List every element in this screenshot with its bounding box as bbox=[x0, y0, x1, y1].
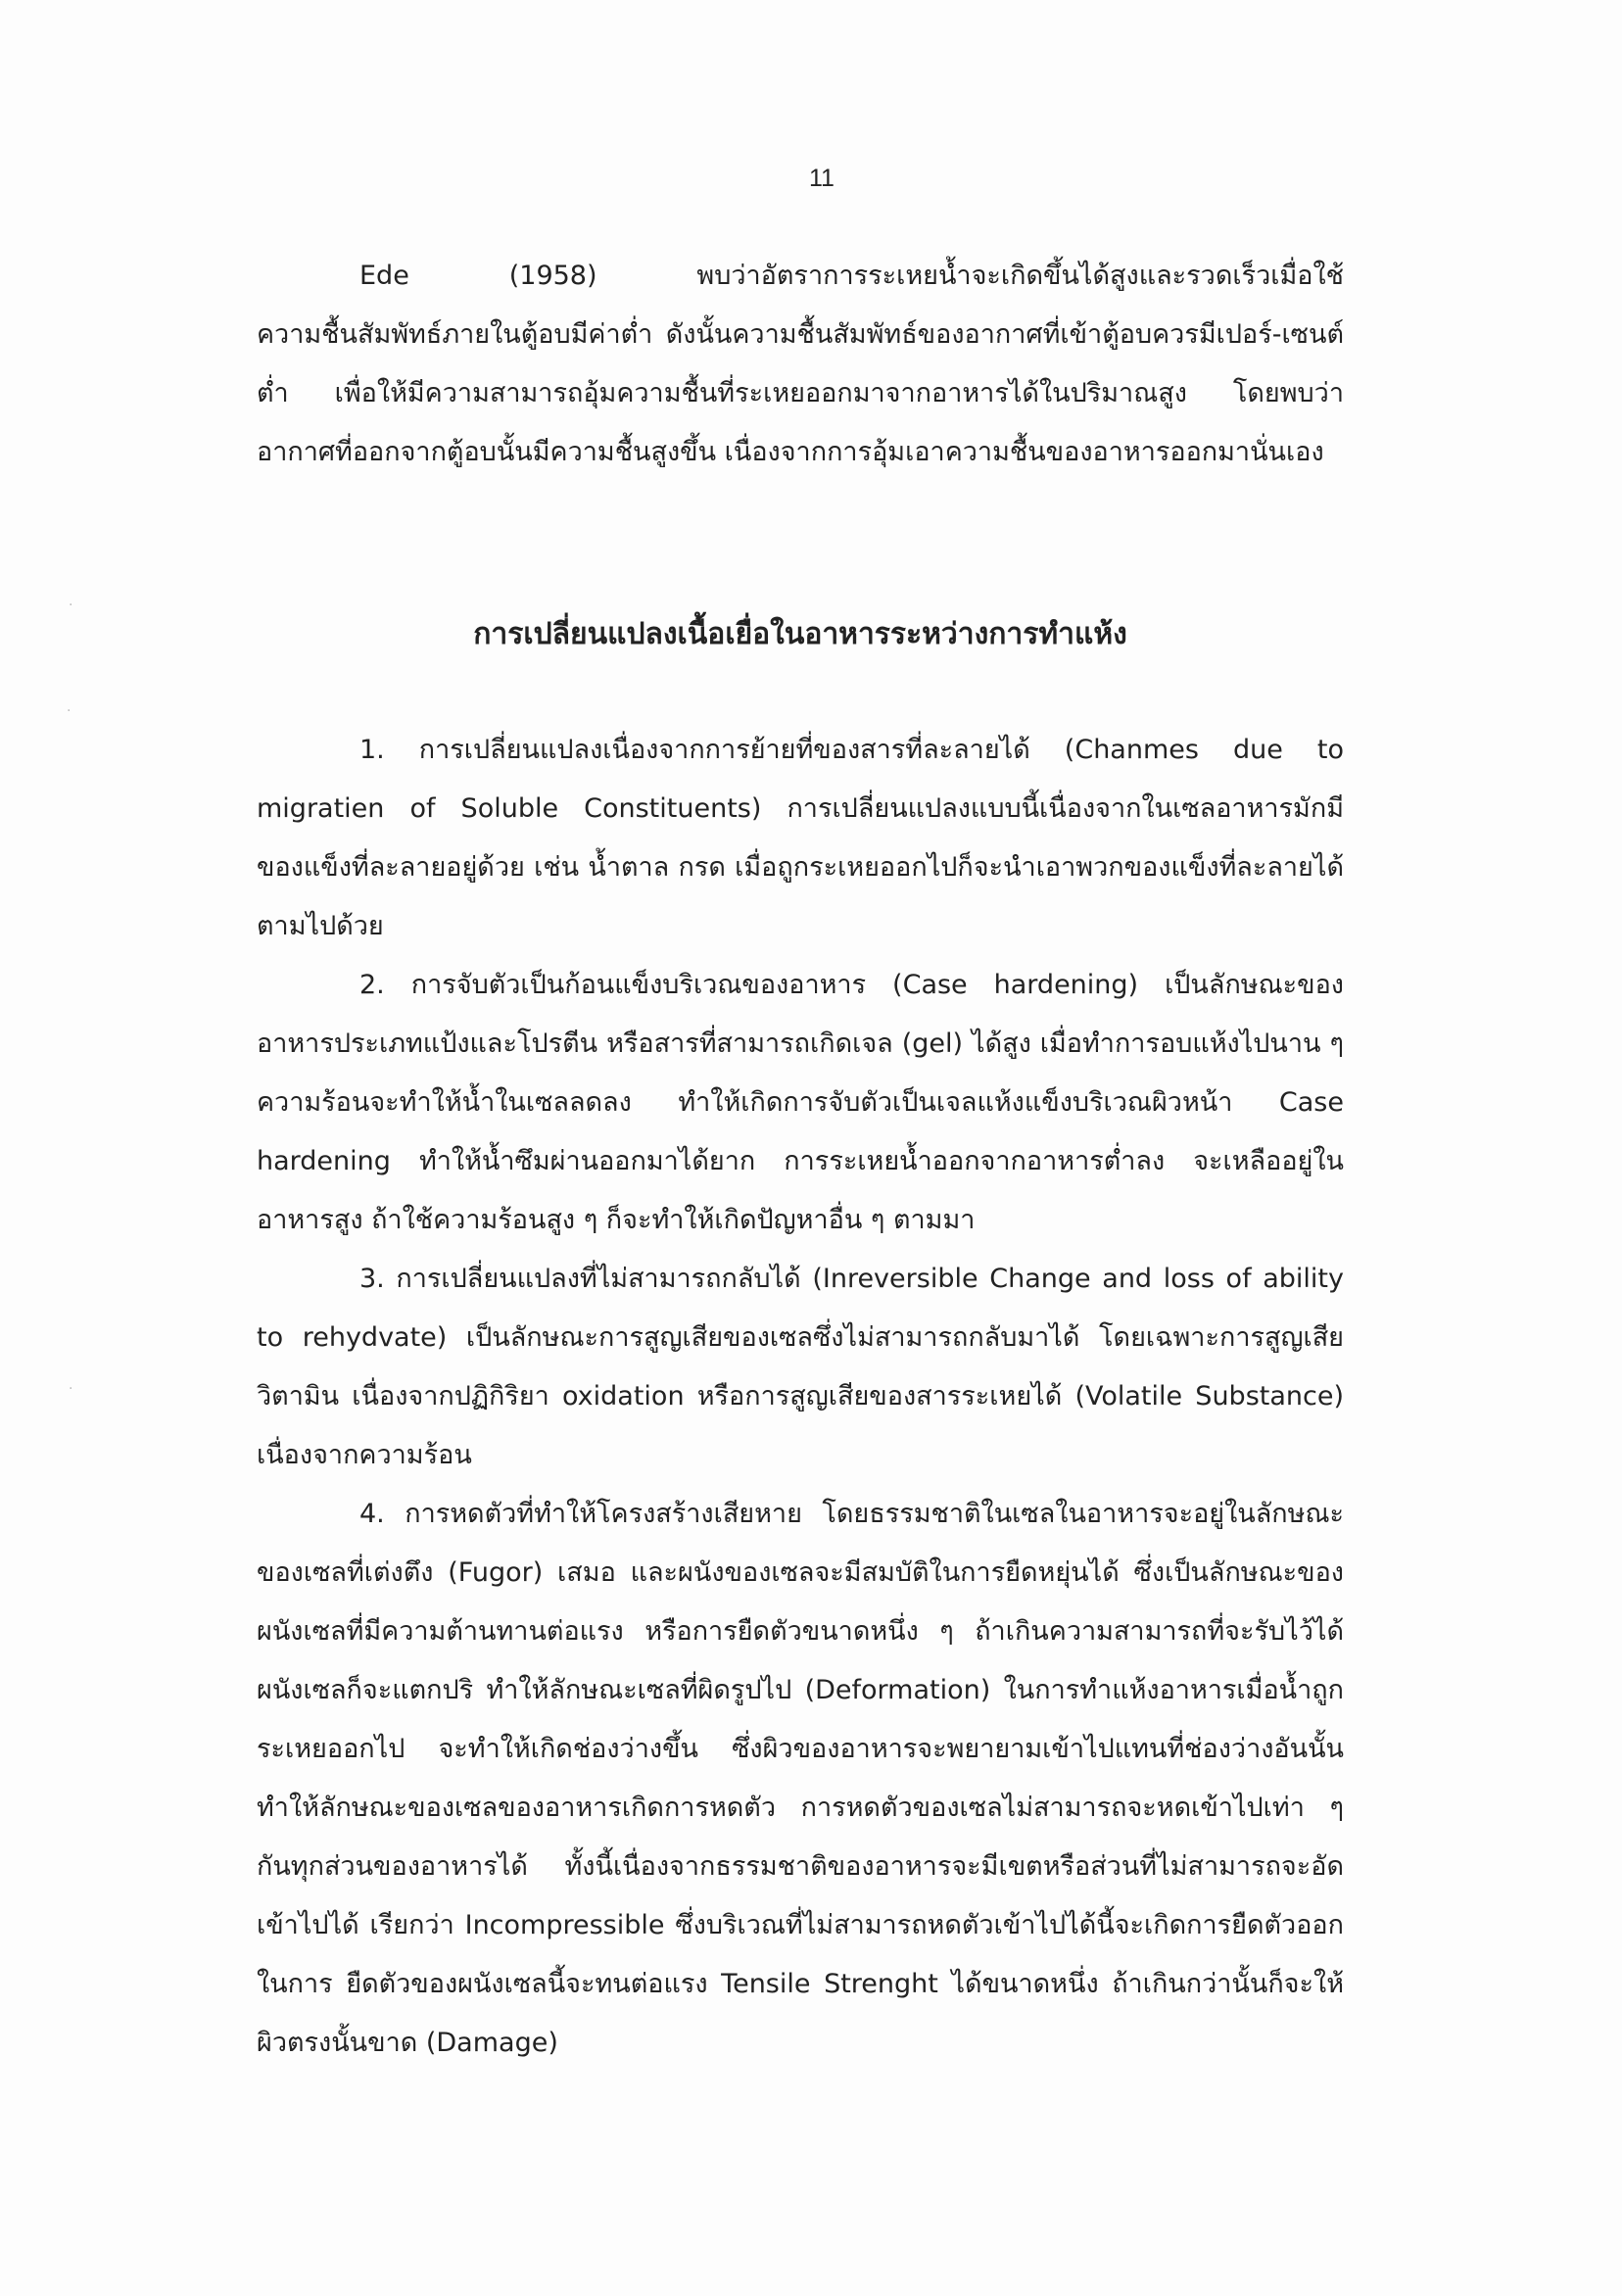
section-heading: การเปลี่ยนแปลงเนื้อเยื่อในอาหารระหว่างการทำแห้ง bbox=[473, 617, 1127, 651]
section-item-2: 2. การจับตัวเป็นก้อนแข็งบริเวณของอาหาร (Case hardening) เป็นลักษณะของอาหารประเภทแป้งและโปรตีน หรือสารที่สามารถเกิดเจล (gel) ได้สูง เมื่อทำการอบแห้งไปนาน ๆ ความร้อนจะทำให้น้ำในเซลลดลง ทำให้เกิดการจับตัวเป็นเจลแห้งแข็งบริเวณผิวหน้า Case hardening ทำให้น้ำซึมผ่านออกมาได้ยาก การระเหยน้ำออกจากอาหารต่ำลง จะเหลืออยู่ในอาหารสูง ถ้าใช้ความร้อนสูง ๆ ก็จะทำให้เกิดปัญหาอื่น ๆ ตามมา bbox=[257, 970, 1344, 1235]
section-item-3: 3. การเปลี่ยนแปลงที่ไม่สามารถกลับได้ (Inreversible Change and loss of ability to rehydvate) เป็นลักษณะการสูญเสียของเซลซึ่งไม่สามารถกลับมาได้ โดยเฉพาะการสูญเสียวิตามิน เนื่องจากปฏิกิริยา oxidation หรือการสูญเสียของสารระเหยได้ (Volatile Substance) เนื่องจากความร้อน bbox=[257, 1264, 1344, 1470]
section-item-1: 1. การเปลี่ยนแปลงเนื่องจากการย้ายที่ของสารที่ละลายได้ (Chanmes due to migratien of Soluble Constituents) การเปลี่ยนแปลงแบบนี้เนื่องจากในเซลอาหารมักมีของแข็งที่ละลายอยู่ด้วย เช่น น้ำตาล กรด เมื่อถูกระเหยออกไปก็จะนำเอาพวกของแข็งที่ละลายได้ตามไปด้วย bbox=[257, 735, 1344, 941]
page-number: 11 bbox=[809, 165, 835, 192]
scan-speck: · bbox=[67, 703, 72, 719]
section-body bbox=[257, 721, 1344, 2073]
scan-speck: · bbox=[69, 1381, 73, 1397]
section-item-4: 4. การหดตัวที่ทำให้โครงสร้างเสียหาย โดยธรรมชาติในเซลในอาหารจะอยู่ในลักษณะของเซลที่เต่งตึง (Fugor) เสมอ และผนังของเซลจะมีสมบัติในการยืดหยุ่นได้ ซึ่งเป็นลักษณะของผนังเซลที่มีความต้านทานต่อแรง หรือการยืดตัวขนาดหนึ่ง ๆ ถ้าเกินความสามารถที่จะรับไว้ได้ผนังเซลก็จะแตกปริ ทำให้ลักษณะเซลที่ผิดรูปไป (Deformation) ในการทำแห้งอาหารเมื่อน้ำถูกระเหยออกไป จะทำให้เกิดช่องว่างขึ้น ซึ่งผิวของอาหารจะพยายามเข้าไปแทนที่ช่องว่างอันนั้น ทำให้ลักษณะของเซลของอาหารเกิดการหดตัว การหดตัวของเซลไม่สามารถจะหดเข้าไปเท่า ๆ กันทุกส่วนของอาหารได้ ทั้งนี้เนื่องจากธรรมชาติของอาหารจะมีเขตหรือส่วนที่ไม่สามารถจะอัดเข้าไปได้ เรียกว่า Incompressible ซึ่งบริเวณที่ไม่สามารถหดตัวเข้าไปได้นี้จะเกิดการยืดตัวออก ในการ ยืดตัวของผนังเซลนี้จะทนต่อแรง Tensile Strenght ได้ขนาดหนึ่ง ถ้าเกินกว่านั้นก็จะให้ผิวตรงนั้นขาด (Damage) bbox=[257, 1499, 1344, 2058]
document-body bbox=[257, 247, 1344, 482]
intro-paragraph: Ede (1958) พบว่าอัตราการระเหยน้ำจะเกิดขึ้นได้สูงและรวดเร็วเมื่อใช้ความชื้นสัมพัทธ์ภายในตู้อบมีค่าต่ำ ดังนั้นความชื้นสัมพัทธ์ของอากาศที่เข้าตู้อบควรมีเปอร์-เซนต์ต่ำ เพื่อให้มีความสามารถอุ้มความชื้นที่ระเหยออกมาจากอาหารได้ในปริมาณสูง โดยพบว่า อากาศที่ออกจากตู้อบนั้นมีความชื้นสูงขึ้น เนื่องจากการอุ้มเอาความชื้นของอาหารออกมานั่นเอง bbox=[257, 261, 1344, 467]
scan-speck: · bbox=[69, 598, 73, 613]
